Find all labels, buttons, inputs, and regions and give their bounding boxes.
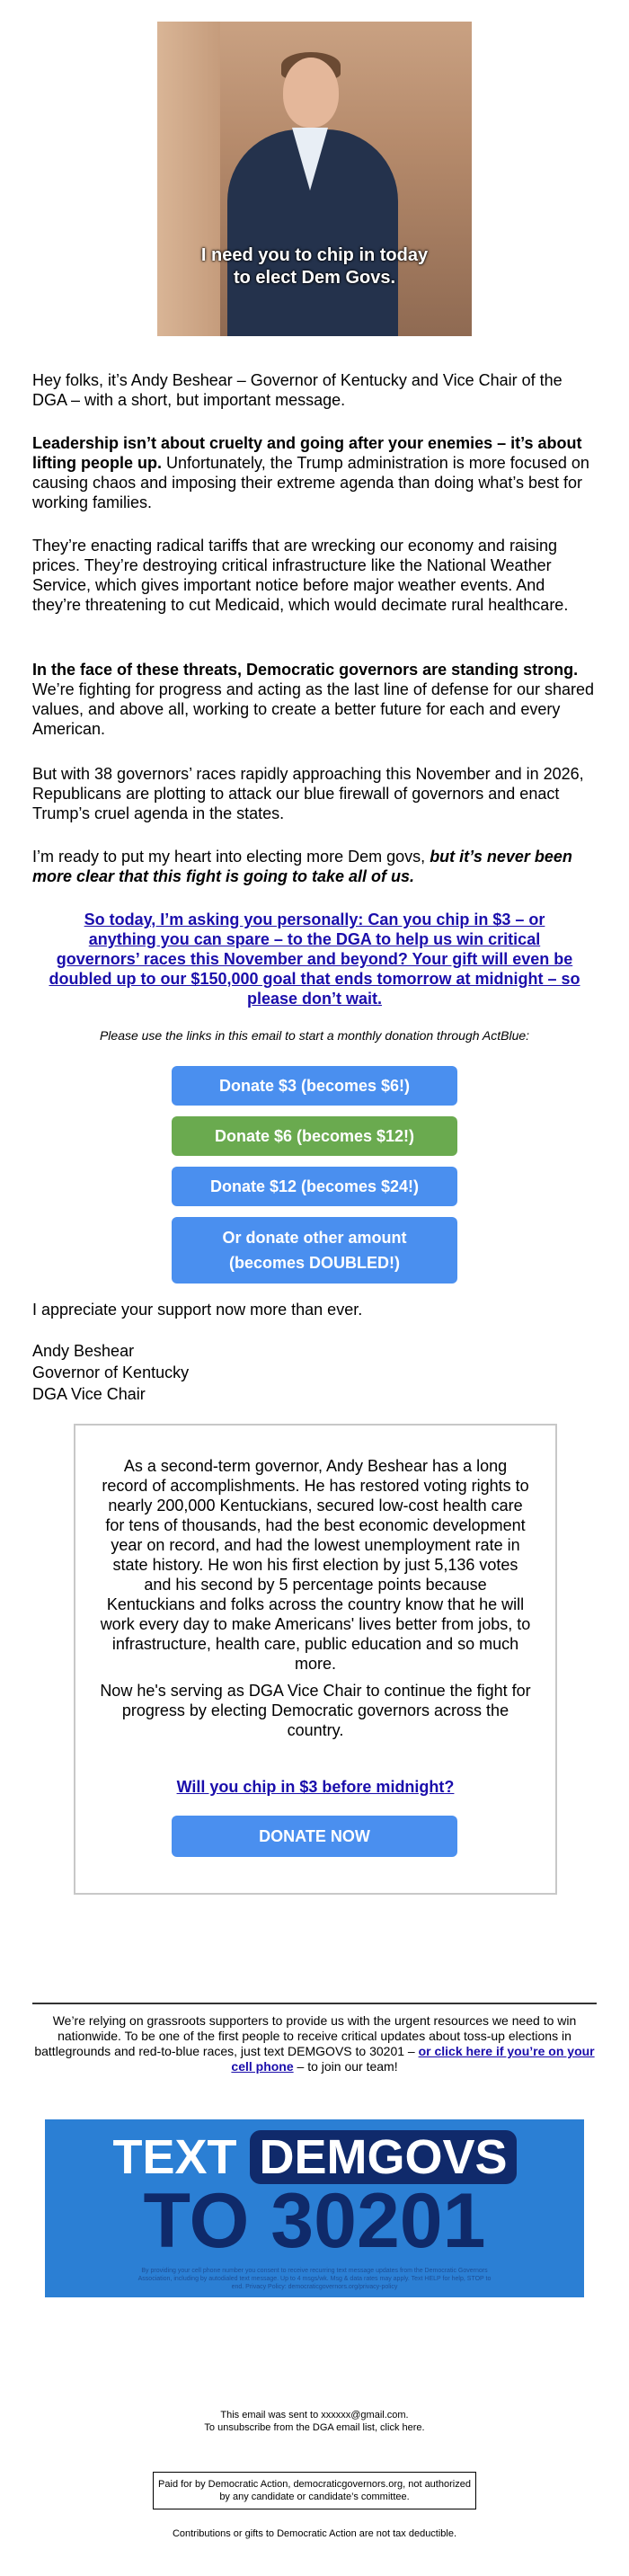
- paragraph-heart-plain: I’m ready to put my heart into electing more Dem govs,: [32, 848, 430, 866]
- paragraph-heart-emphasis: but it’s never been more clear that this fight is going to take all of us.: [32, 848, 572, 885]
- grassroots-tail: – to join our team!: [293, 2059, 398, 2074]
- banner-text-line: [45, 2130, 584, 2184]
- donate-6-button[interactable]: Donate $6 (becomes $12!): [172, 1116, 457, 1156]
- donate-now-button[interactable]: DONATE NOW: [172, 1816, 457, 1857]
- grassroots-paragraph: [32, 2013, 597, 2074]
- signature-name: Andy Beshear: [32, 1342, 135, 1360]
- donate-12-button[interactable]: Donate $12 (becomes $24!): [172, 1167, 457, 1206]
- banner-text-word: TEXT: [112, 2130, 237, 2184]
- paragraph-leadership: [32, 433, 597, 512]
- hero-caption-line1: I need you to chip in today: [200, 245, 429, 265]
- footer-unsubscribe-link[interactable]: To unsubscribe from the DGA email list, click here.: [204, 2422, 425, 2433]
- bio-box: [74, 1424, 557, 1895]
- hero-caption-line2: to elect Dem Govs.: [233, 268, 396, 288]
- bio-vice-chair-paragraph: Now he's serving as DGA Vice Chair to continue the fight for progress by electing Democratic governors across the country.: [100, 1682, 531, 1739]
- signature-title-dga: DGA Vice Chair: [32, 1385, 146, 1403]
- hero-video-thumbnail[interactable]: [157, 22, 472, 336]
- donate-other-amount-button[interactable]: [172, 1217, 457, 1284]
- paragraph-tariffs: They’re enacting radical tariffs that are wrecking our economy and raising prices. They’re destroying critical infrastructure like the National Weather Service, which gives important notice before major weather events. And they’re threatening to cut Medicaid, which would decimate rural healthcare.: [32, 537, 569, 614]
- paragraph-standing-strong: [32, 660, 597, 739]
- cell-phone-signup-link[interactable]: or click here if you’re on your cell phone: [231, 2044, 595, 2074]
- bio-chip-in-link[interactable]: Will you chip in $3 before midnight?: [176, 1778, 455, 1796]
- intro-paragraph: Hey folks, it’s Andy Beshear – Governor of Kentucky and Vice Chair of the DGA – with a short, but important message.: [32, 371, 563, 409]
- footer-tax-note: Contributions or gifts to Democratic Action are not tax deductible.: [172, 2528, 457, 2539]
- actblue-monthly-note: Please use the links in this email to start a monthly donation through ActBlue:: [99, 1028, 530, 1043]
- closing-line: I appreciate your support now more than ever.: [32, 1301, 363, 1319]
- paragraph-leadership-bold: Leadership isn’t about cruelty and going after your enemies – it’s about lifting people up.: [32, 434, 582, 472]
- hero-caption: [157, 244, 472, 289]
- banner-fine-print: By providing your cell phone number you consent to receive recurring text message updates from the Democratic Governors Association, including by autodialed text message. Up to 4 msgs/wk. Msg & data rates may apply. Text HELP for help, STOP to end. Privacy Policy: democraticgovernors.org/privacy-policy: [137, 2268, 492, 2290]
- donate-other-amount-line1: Or donate other amount: [222, 1229, 407, 1247]
- ask-donate-link[interactable]: So today, I’m asking you personally: Can you chip in $3 – or anything you can spare – to the DGA to help us win critical governors’ races this November and beyond? Your gift will even be doubled up to our $150,000 goal that ends tomorrow at midnight – so please don’t wait.: [49, 910, 580, 1008]
- paragraph-heart: [32, 847, 597, 886]
- paragraph-governors-races: But with 38 governors’ races rapidly approaching this November and in 2026, Republicans are plotting to attack our blue firewall of governors and enact Trump’s cruel agenda in the states.: [32, 765, 584, 822]
- footer-sent-to: This email was sent to xxxxxx@gmail.com.: [220, 2410, 409, 2421]
- banner-keyword: DEMGOVS: [250, 2130, 516, 2184]
- banner-number-line: TO 30201: [143, 2178, 486, 2264]
- hero-person-head: [283, 58, 339, 128]
- paid-for-text: Paid for by Democratic Action, democraticgovernors.org, not authorized by any candidate or candidate’s committee.: [158, 2479, 471, 2502]
- paid-for-disclaimer: [153, 2472, 476, 2509]
- section-divider: [32, 2003, 597, 2004]
- donate-3-button[interactable]: Donate $3 (becomes $6!): [172, 1066, 457, 1106]
- grassroots-text: We’re relying on grassroots supporters to provide us with the urgent resources we need to win nationwide. To be one of the first people to receive critical updates about toss-up elections in battlegrounds and red-to-blue races, just text DEMGOVS to 30201 –: [34, 2013, 577, 2058]
- signature-title-governor: Governor of Kentucky: [32, 1364, 190, 1381]
- paragraph-leadership-rest: Unfortunately, the Trump administration is more focused on causing chaos and imposing their extreme agenda than doing what’s best for working families.: [32, 454, 589, 511]
- text-demgovs-banner[interactable]: [45, 2119, 584, 2297]
- paragraph-standing-strong-bold: In the face of these threats, Democratic governors are standing strong.: [32, 661, 579, 679]
- paragraph-standing-strong-rest: We’re fighting for progress and acting as the last line of defense for our shared values, and above all, working to create a better future for each and every American.: [32, 680, 595, 738]
- bio-record-paragraph: As a second-term governor, Andy Beshear has a long record of accomplishments. He has restored voting rights to nearly 200,000 Kentuckians, secured low-cost health care for tens of thousands, had the best economic development year on record, and had the lowest unemployment rate in state history. He won his first election by just 5,136 votes and his second by 5 percentage points because Kentuckians and folks across the country know that he will work every day to make Americans' lives better from jobs, to infrastructure, health care, public education and so much more.: [100, 1457, 531, 1673]
- donate-other-amount-line2: (becomes DOUBLED!): [228, 1254, 401, 1272]
